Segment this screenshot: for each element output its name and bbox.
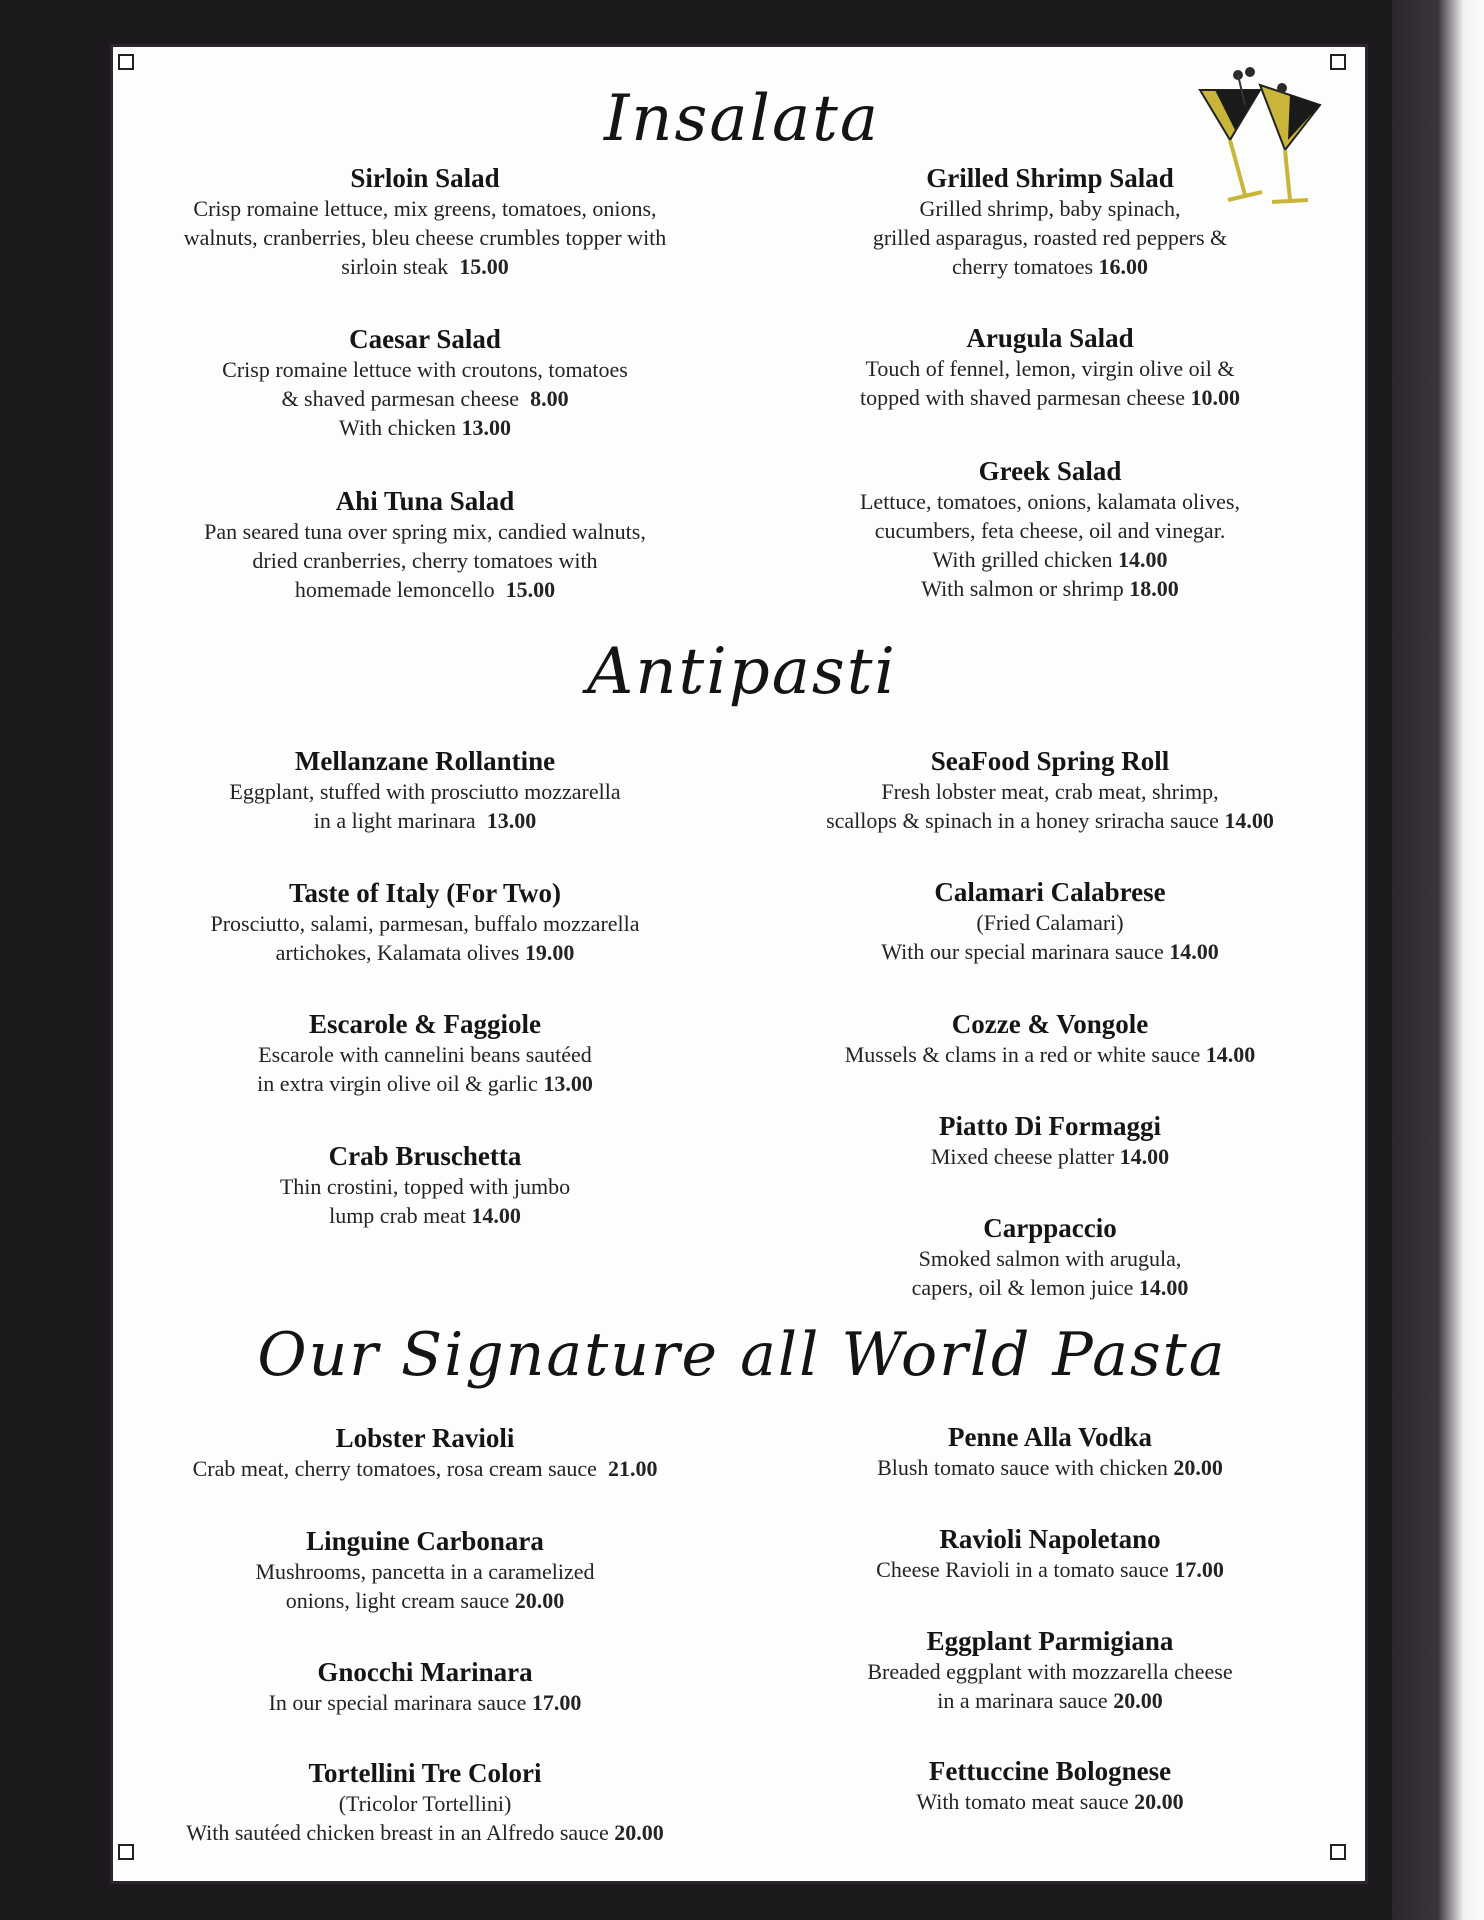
item-price: 14.00 (1138, 1275, 1189, 1300)
item-desc: Thin crostini, topped with jumbo (279, 1174, 571, 1199)
item-price: 15.00 (505, 577, 556, 602)
item-name: Arugula Salad (966, 323, 1134, 353)
menu-item-caesar-salad (100, 323, 750, 442)
item-desc: Blush tomato sauce with chicken (877, 1455, 1168, 1480)
item-price: 14.00 (1205, 1042, 1256, 1067)
section-title-pasta: Our Signature all World Pasta (257, 1320, 1227, 1390)
item-desc: Breaded eggplant with mozzarella cheese (867, 1659, 1233, 1684)
item-desc: & shaved parmesan cheese (281, 386, 520, 411)
item-price: 8.00 (530, 386, 569, 411)
item-desc: Mixed cheese platter (930, 1144, 1115, 1169)
item-name: Tortellini Tre Colori (308, 1758, 542, 1788)
item-price: 14.00 (1224, 808, 1274, 833)
item-price: 14.00 (1119, 1144, 1170, 1169)
item-name: Caesar Salad (349, 324, 501, 354)
item-price: 20.00 (1173, 1455, 1223, 1480)
item-desc: With salmon or shrimp (921, 576, 1124, 601)
item-name: Sirloin Salad (350, 163, 500, 193)
item-price: 20.00 (1134, 1789, 1184, 1814)
item-name: Crab Bruschetta (328, 1141, 522, 1171)
item-name: Gnocchi Marinara (317, 1657, 533, 1687)
menu-item-taste-of-italy (100, 877, 750, 967)
item-name: Lobster Ravioli (335, 1423, 515, 1453)
item-name: Ravioli Napoletano (939, 1524, 1161, 1554)
item-price: 21.00 (607, 1456, 658, 1481)
item-desc: in a marinara sauce (937, 1688, 1108, 1713)
item-price: 14.00 (1117, 547, 1168, 572)
menu-item-escarole-faggiole (100, 1008, 750, 1098)
item-price: 16.00 (1098, 254, 1149, 279)
corner-ornament (1324, 1838, 1352, 1866)
item-desc: In our special marinara sauce (268, 1690, 527, 1715)
item-price: 10.00 (1190, 385, 1240, 410)
item-desc: Mussels & clams in a red or white sauce (844, 1042, 1201, 1067)
menu-item-tortellini-tre-colori (100, 1757, 750, 1847)
item-price: 14.00 (471, 1203, 521, 1228)
item-desc: onions, light cream sauce (285, 1588, 510, 1613)
section-title-insalata: Insalata (604, 82, 880, 156)
menu-item-penne-alla-vodka (760, 1421, 1340, 1482)
item-price: 20.00 (514, 1588, 565, 1613)
menu-item-grilled-shrimp-salad (760, 162, 1340, 281)
item-desc: grilled asparagus, roasted red peppers & (872, 225, 1228, 250)
menu-item-sirloin-salad (100, 162, 750, 281)
item-desc: Fresh lobster meat, crab meat, shrimp, (881, 779, 1219, 804)
item-price: 18.00 (1129, 576, 1179, 601)
item-name: Ahi Tuna Salad (335, 486, 515, 516)
menu-item-gnocchi-marinara (100, 1656, 750, 1717)
item-desc: Touch of fennel, lemon, virgin olive oil & (865, 356, 1235, 381)
item-desc: in extra virgin olive oil & garlic (257, 1071, 538, 1096)
item-name: Linguine Carbonara (306, 1526, 544, 1556)
item-price: 13.00 (543, 1071, 593, 1096)
item-desc: With tomato meat sauce (916, 1789, 1129, 1814)
menu-item-cozze-vongole (760, 1008, 1340, 1069)
item-desc: topped with shaved parmesan cheese (860, 385, 1185, 410)
menu-item-seafood-spring-roll (760, 745, 1340, 835)
item-desc: sirloin steak (341, 254, 449, 279)
item-desc: dried cranberries, cherry tomatoes with (252, 548, 598, 573)
item-name: Escarole & Faggiole (309, 1009, 541, 1039)
menu-item-piatto-di-formaggi (760, 1110, 1340, 1171)
item-price: 13.00 (486, 808, 537, 833)
item-name: SeaFood Spring Roll (930, 746, 1170, 776)
item-desc: With sautéed chicken breast in an Alfredo sauce (186, 1820, 609, 1845)
menu-item-lobster-ravioli (100, 1422, 750, 1483)
item-desc: Lettuce, tomatoes, onions, kalamata olives, (859, 489, 1240, 514)
item-name: Carppaccio (983, 1213, 1117, 1243)
item-price: 17.00 (531, 1690, 582, 1715)
item-price: 15.00 (459, 254, 509, 279)
item-name: Cozze & Vongole (951, 1009, 1149, 1039)
item-desc: Mushrooms, pancetta in a caramelized (255, 1559, 595, 1584)
menu-item-arugula-salad (760, 322, 1340, 412)
item-desc: Cheese Ravioli in a tomato sauce (876, 1557, 1169, 1582)
item-name: Greek Salad (978, 456, 1122, 486)
menu-item-calamari-calabrese (760, 876, 1340, 966)
menu-item-eggplant-parmigiana (760, 1625, 1340, 1715)
item-desc: scallops & spinach in a honey sriracha sauce (826, 808, 1219, 833)
item-desc: cherry tomatoes (951, 254, 1094, 279)
item-desc: Crisp romaine lettuce, mix greens, tomatoes, onions, (193, 196, 657, 221)
item-desc: Eggplant, stuffed with prosciutto mozzarella (229, 779, 621, 804)
item-desc: cucumbers, feta cheese, oil and vinegar. (874, 518, 1226, 543)
item-desc: Crab meat, cherry tomatoes, rosa cream sauce (192, 1456, 597, 1481)
item-price: 13.00 (461, 415, 511, 440)
corner-ornament (112, 48, 140, 76)
item-desc: artichokes, Kalamata olives (275, 940, 520, 965)
item-desc: Grilled shrimp, baby spinach, (919, 196, 1181, 221)
item-desc: in a light marinara (313, 808, 476, 833)
menu-item-carppaccio (760, 1212, 1340, 1302)
item-desc: Pan seared tuna over spring mix, candied walnuts, (204, 519, 646, 544)
scan-edge (1392, 0, 1484, 1920)
item-desc: With grilled chicken (932, 547, 1113, 572)
item-name: Mellanzane Rollantine (294, 746, 556, 776)
section-title-antipasti: Antipasti (587, 635, 897, 709)
item-name: Piatto Di Formaggi (939, 1111, 1161, 1141)
item-desc: (Tricolor Tortellini) (338, 1791, 512, 1816)
item-name: Calamari Calabrese (934, 877, 1166, 907)
item-desc: Escarole with cannelini beans sautéed (258, 1042, 592, 1067)
item-desc: Smoked salmon with arugula, (918, 1246, 1182, 1271)
item-name: Taste of Italy (For Two) (289, 878, 561, 908)
menu-item-linguine-carbonara (100, 1525, 750, 1615)
item-name: Eggplant Parmigiana (926, 1626, 1174, 1656)
item-desc: walnuts, cranberries, bleu cheese crumbles topper with (183, 225, 667, 250)
menu-item-ahi-tuna-salad (100, 485, 750, 604)
menu-item-fettuccine-bolognese (760, 1755, 1340, 1816)
item-name: Fettuccine Bolognese (928, 1756, 1172, 1786)
item-price: 17.00 (1174, 1557, 1224, 1582)
item-desc: With chicken (338, 415, 456, 440)
item-desc: (Fried Calamari) (976, 910, 1124, 935)
item-price: 14.00 (1169, 939, 1219, 964)
item-name: Grilled Shrimp Salad (926, 163, 1174, 193)
menu-item-ravioli-napoletano (760, 1523, 1340, 1584)
item-desc: Crisp romaine lettuce with croutons, tomatoes (222, 357, 628, 382)
item-desc: homemade lemoncello (294, 577, 495, 602)
menu-item-mellanzane-rollantine (100, 745, 750, 835)
item-price: 20.00 (1113, 1688, 1163, 1713)
item-name: Penne Alla Vodka (947, 1422, 1153, 1452)
menu-item-crab-bruschetta (100, 1140, 750, 1230)
item-price: 20.00 (614, 1820, 664, 1845)
item-desc: lump crab meat (329, 1203, 466, 1228)
item-price: 19.00 (524, 940, 575, 965)
item-desc: Prosciutto, salami, parmesan, buffalo mozzarella (210, 911, 640, 936)
item-desc: capers, oil & lemon juice (911, 1275, 1134, 1300)
item-desc: With our special marinara sauce (881, 939, 1164, 964)
menu-item-greek-salad (760, 455, 1340, 603)
